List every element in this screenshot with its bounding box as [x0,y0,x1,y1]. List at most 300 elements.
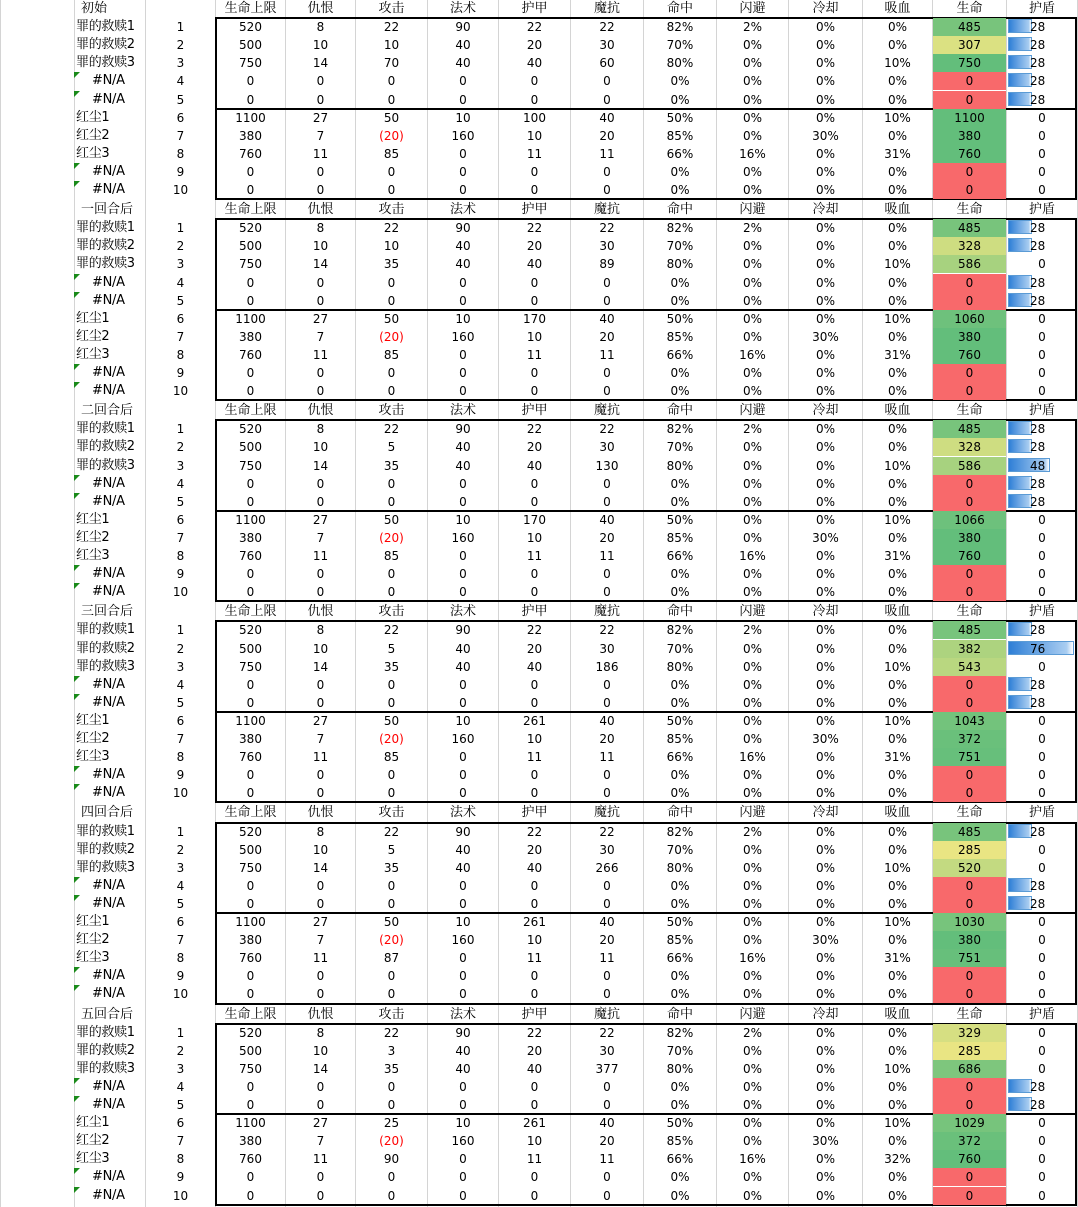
stat-cell-c6[interactable]: 85% [666,1134,694,1149]
stat-cell-c9[interactable]: 0% [887,1098,908,1112]
stat-cell-c3[interactable]: 10 [455,713,471,728]
stat-cell-c11[interactable] [1007,640,1077,658]
stat-cell-c1[interactable]: 0 [316,1079,325,1094]
stat-cell-c10[interactable]: 485 [933,420,1006,438]
stat-cell-c10[interactable]: 328 [933,237,1006,255]
stat-cell-c8[interactable]: 0% [815,458,836,473]
stat-cell-c11[interactable]: 0 [1038,329,1046,344]
column-header-c7[interactable]: 闪避 [739,805,766,821]
column-header-c1[interactable]: 仇恨 [307,1006,334,1022]
stat-cell-c10[interactable]: 586 [933,255,1006,273]
stat-cell-c10[interactable]: 586 [933,457,1006,475]
unit-name-cell[interactable]: #N/A [92,475,125,491]
stat-cell-c3[interactable]: 0 [459,74,467,89]
stat-cell-c8[interactable]: 0% [815,1098,836,1112]
unit-name-cell[interactable]: 罪的救赎3 [76,658,135,674]
stat-cell-c11[interactable]: 0 [1038,1170,1046,1185]
unit-index-cell[interactable]: 9 [176,366,185,380]
stat-cell-c0[interactable]: 0 [246,92,255,107]
stat-cell-c8[interactable]: 0% [815,860,836,875]
stat-cell-c8[interactable]: 0% [815,987,836,1002]
stat-cell-c10[interactable]: 0 [933,1096,1006,1114]
stat-cell-c7[interactable]: 2% [742,623,763,638]
stat-cell-c8[interactable]: 0% [815,476,836,491]
stat-cell-c10[interactable]: 0 [933,583,1006,601]
stat-cell-c6[interactable]: 82% [666,422,694,437]
stat-cell-c6[interactable]: 70% [666,239,694,254]
stat-cell-c1[interactable]: 0 [316,1188,325,1203]
stat-cell-c10[interactable]: 285 [933,841,1006,859]
stat-cell-c7[interactable]: 0% [742,384,763,399]
column-header-c0[interactable]: 生命上限 [224,1,277,16]
stat-cell-c9[interactable]: 0% [887,969,908,984]
stat-cell-c7[interactable]: 0% [742,732,763,746]
stat-cell-c5[interactable]: 0 [603,878,611,893]
stat-cell-c1[interactable]: 14 [312,860,329,875]
stat-cell-c3[interactable]: 40 [455,842,471,857]
stat-cell-c0[interactable]: 500 [239,38,262,53]
unit-index-cell[interactable]: 7 [176,1134,185,1149]
stat-cell-c0[interactable]: 500 [239,440,262,455]
stat-cell-c0[interactable]: 520 [239,623,262,638]
stat-cell-c3[interactable]: 0 [459,969,467,984]
unit-index-cell[interactable]: 7 [176,128,185,143]
stat-cell-c6[interactable]: 85% [666,933,694,948]
unit-index-cell[interactable]: 5 [176,494,185,509]
unit-index-cell[interactable]: 9 [176,1170,185,1185]
stat-cell-c5[interactable]: 0 [603,1079,611,1094]
stat-cell-c5[interactable]: 22 [599,623,615,638]
stat-cell-c4[interactable]: 0 [530,1098,539,1112]
unit-name-cell[interactable]: 红尘1 [76,511,110,527]
stat-cell-c2[interactable]: 0 [387,896,396,911]
unit-index-cell[interactable]: 10 [172,384,189,399]
stat-cell-c3[interactable]: 90 [455,623,471,638]
stat-cell-c6[interactable]: 82% [666,1025,694,1040]
stat-cell-c3[interactable]: 0 [459,1188,467,1203]
stat-cell-c6[interactable]: 85% [666,329,694,344]
stat-cell-c4[interactable]: 0 [530,476,539,491]
stat-cell-c5[interactable]: 11 [599,347,615,362]
column-header-c7[interactable]: 闪避 [739,403,766,419]
stat-cell-c10[interactable]: 0 [933,72,1006,90]
stat-cell-c0[interactable]: 0 [246,384,255,399]
stat-cell-c5[interactable]: 11 [599,750,615,765]
stat-cell-c2[interactable]: 0 [387,567,396,582]
column-header-c6[interactable]: 命中 [666,202,693,218]
stat-cell-c4[interactable]: 22 [526,20,543,35]
stat-cell-c7[interactable]: 0% [742,329,763,344]
stat-cell-c4[interactable]: 0 [530,74,539,89]
stat-cell-c10[interactable]: 0 [933,1187,1006,1205]
unit-index-cell[interactable]: 8 [176,347,185,362]
unit-index-cell[interactable]: 10 [172,786,189,801]
stat-cell-c7[interactable]: 0% [742,74,763,89]
stat-cell-c3[interactable]: 40 [455,1061,471,1076]
stat-cell-c7[interactable]: 0% [742,183,763,197]
column-header-c6[interactable]: 命中 [666,403,693,419]
stat-cell-c0[interactable]: 0 [246,275,255,290]
stat-cell-c1[interactable]: 0 [316,74,325,89]
stat-cell-c10[interactable]: 0 [933,1078,1006,1096]
stat-cell-c2[interactable]: 5 [387,842,396,857]
stat-cell-c0[interactable]: 500 [239,842,262,857]
stat-cell-c0[interactable]: 0 [246,878,255,893]
unit-name-cell[interactable]: 罪的救赎2 [76,841,135,857]
stat-cell-c3[interactable]: 0 [459,750,467,765]
unit-index-cell[interactable]: 8 [176,146,185,161]
stat-cell-c5[interactable]: 30 [599,641,615,656]
stat-cell-c1[interactable]: 10 [312,641,329,656]
stat-cell-c1[interactable]: 11 [312,347,329,362]
stat-cell-c10[interactable]: 0 [933,985,1006,1003]
unit-index-cell[interactable]: 6 [176,915,185,929]
stat-cell-c6[interactable]: 0% [670,1188,690,1203]
stat-cell-c0[interactable]: 520 [239,1025,262,1040]
stat-cell-c8[interactable]: 0% [815,659,836,674]
stat-cell-c0[interactable]: 380 [239,128,262,143]
column-header-c1[interactable]: 仇恨 [307,1,334,16]
stat-cell-c10[interactable]: 485 [933,18,1006,36]
stat-cell-c7[interactable]: 0% [742,878,763,893]
column-header-c10[interactable]: 生命 [956,1,983,16]
unit-name-cell[interactable]: 红尘1 [76,712,110,728]
column-header-c6[interactable]: 命中 [666,805,693,821]
stat-cell-c4[interactable]: 0 [530,164,539,179]
column-header-c3[interactable]: 法术 [449,1,476,16]
stat-cell-c4[interactable]: 0 [530,567,539,582]
stat-cell-c0[interactable]: 760 [239,549,262,563]
stat-cell-c8[interactable]: 0% [815,384,836,399]
unit-name-cell[interactable]: 红尘1 [76,914,110,929]
stat-cell-c11[interactable]: 0 [1038,1116,1046,1131]
stat-cell-c8[interactable]: 0% [815,567,836,582]
stat-cell-c8[interactable]: 0% [815,1061,836,1076]
unit-index-cell[interactable]: 2 [176,1043,185,1058]
stat-cell-c11[interactable] [1007,438,1077,456]
unit-name-cell[interactable]: 红尘2 [76,731,110,746]
stat-cell-c5[interactable]: 0 [603,183,611,197]
stat-cell-c9[interactable]: 10% [884,915,911,929]
stat-cell-c6[interactable]: 0% [670,695,690,710]
stat-cell-c2[interactable]: 35 [383,458,400,473]
column-header-c1[interactable]: 仇恨 [307,403,334,419]
unit-name-cell[interactable]: 红尘2 [76,529,110,545]
stat-cell-c3[interactable]: 0 [459,896,467,911]
stat-cell-c10[interactable]: 485 [933,621,1006,639]
unit-name-cell[interactable]: 红尘1 [76,1115,110,1131]
stat-cell-c3[interactable]: 0 [459,1152,467,1167]
unit-name-cell[interactable]: 罪的救赎2 [76,640,135,656]
stat-cell-c3[interactable]: 160 [451,530,475,545]
stat-cell-c11[interactable] [1007,621,1077,639]
section-title[interactable]: 二回合后 [81,403,134,419]
stat-cell-c1[interactable]: 14 [312,458,329,473]
stat-cell-c5[interactable]: 0 [603,476,611,491]
unit-index-cell[interactable]: 8 [176,951,185,966]
stat-cell-c3[interactable]: 0 [459,951,467,966]
stat-cell-c4[interactable]: 11 [526,750,543,765]
unit-index-cell[interactable]: 9 [176,969,185,984]
stat-cell-c4[interactable]: 261 [523,1116,546,1131]
stat-cell-c6[interactable]: 82% [666,20,694,35]
unit-index-cell[interactable]: 2 [176,38,185,53]
stat-cell-c5[interactable]: 60 [599,56,615,71]
stat-cell-c5[interactable]: 40 [599,1116,615,1131]
stat-cell-c10[interactable]: 520 [933,859,1006,877]
stat-cell-c1[interactable]: 0 [316,969,325,984]
stat-cell-c6[interactable]: 66% [666,146,694,161]
stat-cell-c10[interactable]: 0 [933,292,1006,310]
column-header-c9[interactable]: 吸血 [884,805,911,821]
stat-cell-c6[interactable]: 0% [670,585,690,600]
unit-name-cell[interactable]: #N/A [92,73,125,89]
stat-cell-c9[interactable]: 0% [887,585,908,600]
column-header-c2[interactable]: 攻击 [378,604,405,620]
stat-cell-c5[interactable]: 0 [603,585,611,600]
stat-cell-c3[interactable]: 0 [459,275,467,290]
stat-cell-c9[interactable]: 0% [887,878,908,893]
stat-cell-c9[interactable]: 0% [887,1134,908,1149]
stat-cell-c0[interactable]: 0 [246,1079,255,1094]
stat-cell-c0[interactable]: 750 [239,659,262,674]
stat-cell-c8[interactable]: 0% [815,1116,836,1131]
column-header-c8[interactable]: 冷却 [812,1,839,16]
stat-cell-c11[interactable] [1007,823,1077,841]
stat-cell-c5[interactable]: 11 [599,1152,615,1167]
stat-cell-c7[interactable]: 0% [742,311,763,326]
stat-cell-c5[interactable]: 30 [599,239,615,254]
stat-cell-c1[interactable]: 7 [316,933,325,948]
stat-cell-c5[interactable]: 0 [603,896,611,911]
stat-cell-c8[interactable]: 0% [815,623,836,638]
column-header-c10[interactable]: 生命 [956,403,983,419]
stat-cell-c9[interactable]: 0% [887,92,908,107]
stat-cell-c3[interactable]: 0 [459,1170,467,1185]
stat-cell-c3[interactable]: 0 [459,476,467,491]
stat-cell-c1[interactable]: 11 [312,1152,329,1167]
unit-name-cell[interactable]: 罪的救赎1 [76,622,135,638]
stat-cell-c6[interactable]: 80% [666,56,694,71]
column-header-c0[interactable]: 生命上限 [224,403,277,419]
stat-cell-c2[interactable]: 0 [387,74,396,89]
column-header-c6[interactable]: 命中 [666,1,693,16]
stat-cell-c2[interactable]: 0 [387,366,396,380]
stat-cell-c7[interactable]: 0% [742,641,763,656]
stat-cell-c10[interactable]: 1043 [933,712,1006,730]
stat-cell-c6[interactable]: 66% [666,750,694,765]
stat-cell-c7[interactable]: 0% [742,1043,763,1058]
stat-cell-c8[interactable]: 30% [812,530,839,545]
stat-cell-c1[interactable]: 0 [316,567,325,582]
stat-cell-c8[interactable]: 0% [815,768,836,783]
stat-cell-c8[interactable]: 0% [815,896,836,911]
column-header-c1[interactable]: 仇恨 [307,202,334,218]
column-header-c8[interactable]: 冷却 [812,403,839,419]
stat-cell-c9[interactable]: 10% [884,512,911,527]
column-header-c10[interactable]: 生命 [956,805,983,821]
stat-cell-c9[interactable]: 0% [887,440,908,455]
stat-cell-c4[interactable]: 0 [530,878,539,893]
stat-cell-c3[interactable]: 10 [455,512,471,527]
unit-index-cell[interactable]: 3 [176,1061,185,1076]
stat-cell-c9[interactable]: 0% [887,38,908,53]
stat-cell-c8[interactable]: 0% [815,915,836,929]
stat-cell-c5[interactable]: 0 [603,494,611,509]
stat-cell-c7[interactable]: 16% [739,549,766,563]
stat-cell-c9[interactable]: 10% [884,1116,911,1131]
stat-cell-c6[interactable]: 0% [670,896,690,911]
stat-cell-c11[interactable] [1007,676,1077,694]
stat-cell-c6[interactable]: 50% [666,512,694,527]
stat-cell-c7[interactable]: 0% [742,933,763,948]
stat-cell-c3[interactable]: 0 [459,183,467,197]
stat-cell-c2[interactable]: 50 [383,311,400,326]
unit-index-cell[interactable]: 4 [176,1079,185,1094]
stat-cell-c7[interactable]: 0% [742,476,763,491]
stat-cell-c3[interactable]: 160 [451,1134,475,1149]
stat-cell-c3[interactable]: 40 [455,659,471,674]
stat-cell-c8[interactable]: 0% [815,1152,836,1167]
stat-cell-c9[interactable]: 0% [887,221,908,236]
stat-cell-c0[interactable]: 380 [239,933,262,948]
stat-cell-c7[interactable]: 0% [742,164,763,179]
stat-cell-c5[interactable]: 0 [603,1170,611,1185]
column-header-c3[interactable]: 法术 [449,604,476,620]
unit-index-cell[interactable]: 8 [176,1152,185,1167]
stat-cell-c9[interactable]: 0% [887,1043,908,1058]
stat-cell-c5[interactable]: 40 [599,713,615,728]
stat-cell-c2[interactable]: 0 [387,476,396,491]
stat-cell-c3[interactable]: 40 [455,641,471,656]
stat-cell-c8[interactable]: 0% [815,549,836,563]
stat-cell-c3[interactable]: 160 [451,732,475,746]
unit-index-cell[interactable]: 3 [176,56,185,71]
stat-cell-c10[interactable]: 380 [933,127,1006,145]
stat-cell-c4[interactable]: 11 [526,146,543,161]
stat-cell-c0[interactable]: 0 [246,585,255,600]
unit-name-cell[interactable]: 红尘3 [76,346,110,362]
stat-cell-c9[interactable]: 0% [887,732,908,746]
column-header-c5[interactable]: 魔抗 [593,403,620,419]
column-header-c5[interactable]: 魔抗 [593,1006,620,1022]
stat-cell-c7[interactable]: 0% [742,1134,763,1149]
stat-cell-c7[interactable]: 16% [739,951,766,966]
stat-cell-c4[interactable]: 261 [523,713,546,728]
stat-cell-c1[interactable]: 8 [316,623,325,638]
stat-cell-c8[interactable]: 0% [815,713,836,728]
stat-cell-c5[interactable]: 22 [599,824,615,839]
stat-cell-c5[interactable]: 0 [603,567,611,582]
stat-cell-c5[interactable]: 0 [603,384,611,399]
stat-cell-c1[interactable]: 0 [316,987,325,1002]
unit-index-cell[interactable]: 3 [176,860,185,875]
stat-cell-c0[interactable]: 750 [239,1061,262,1076]
stat-cell-c2[interactable]: 3 [387,1043,396,1058]
stat-cell-c7[interactable]: 0% [742,257,763,272]
stat-cell-c6[interactable]: 0% [670,293,690,308]
unit-name-cell[interactable]: #N/A [92,91,125,107]
unit-index-cell[interactable]: 1 [176,623,185,638]
column-header-c1[interactable]: 仇恨 [307,604,334,620]
stat-cell-c8[interactable]: 0% [815,293,836,308]
stat-cell-c8[interactable]: 0% [815,677,836,692]
stat-cell-c4[interactable]: 10 [526,732,543,746]
stat-cell-c4[interactable]: 20 [526,38,543,53]
stat-cell-c11[interactable]: 0 [1038,567,1046,582]
stat-cell-c0[interactable]: 0 [246,293,255,308]
stat-cell-c8[interactable]: 30% [812,128,839,143]
unit-name-cell[interactable]: 红尘3 [76,950,110,966]
stat-cell-c5[interactable]: 30 [599,440,615,455]
stat-cell-c5[interactable]: 22 [599,221,615,236]
column-header-c0[interactable]: 生命上限 [224,202,277,218]
unit-index-cell[interactable]: 10 [172,183,189,197]
unit-name-cell[interactable]: #N/A [92,895,125,911]
stat-cell-c3[interactable]: 0 [459,384,467,399]
stat-cell-c0[interactable]: 520 [239,824,262,839]
stat-cell-c7[interactable]: 0% [742,440,763,455]
stat-cell-c8[interactable]: 0% [815,440,836,455]
unit-index-cell[interactable]: 1 [176,422,185,437]
stat-cell-c4[interactable]: 0 [530,695,539,710]
unit-index-cell[interactable]: 10 [172,987,189,1002]
stat-cell-c7[interactable]: 0% [742,494,763,509]
stat-cell-c9[interactable]: 0% [887,164,908,179]
stat-cell-c11[interactable]: 0 [1038,128,1046,143]
stat-cell-c6[interactable]: 80% [666,257,694,272]
stat-cell-c5[interactable]: 0 [603,92,611,107]
stat-cell-c4[interactable]: 10 [526,933,543,948]
unit-index-cell[interactable]: 9 [176,567,185,582]
stat-cell-c11[interactable]: 0 [1038,257,1046,272]
stat-cell-c11[interactable] [1007,237,1077,255]
stat-cell-c10[interactable]: 0 [933,895,1006,913]
stat-cell-c10[interactable]: 485 [933,823,1006,841]
stat-cell-c2[interactable]: 87 [383,951,400,966]
stat-cell-c1[interactable]: 27 [312,512,329,527]
stat-cell-c8[interactable]: 0% [815,275,836,290]
unit-name-cell[interactable]: 罪的救赎1 [76,220,135,236]
stat-cell-c9[interactable]: 0% [887,824,908,839]
stat-cell-c7[interactable]: 0% [742,659,763,674]
stat-cell-c7[interactable]: 2% [742,824,763,839]
stat-cell-c2[interactable]: 0 [387,293,396,308]
column-header-c2[interactable]: 攻击 [378,805,405,821]
stat-cell-c0[interactable]: 0 [246,896,255,911]
stat-cell-c4[interactable]: 20 [526,239,543,254]
column-header-c9[interactable]: 吸血 [884,403,911,419]
unit-index-cell[interactable]: 1 [176,20,185,35]
stat-cell-c2[interactable]: (20) [379,128,404,143]
stat-cell-c10[interactable]: 1066 [933,511,1006,529]
stat-cell-c6[interactable]: 0% [670,74,690,89]
stat-cell-c6[interactable]: 82% [666,824,694,839]
stat-cell-c11[interactable]: 0 [1038,110,1046,125]
stat-cell-c3[interactable]: 0 [459,164,467,179]
stat-cell-c8[interactable]: 0% [815,422,836,437]
stat-cell-c1[interactable]: 8 [316,221,325,236]
stat-cell-c9[interactable]: 0% [887,384,908,399]
stat-cell-c4[interactable]: 11 [526,1152,543,1167]
unit-name-cell[interactable]: #N/A [92,968,125,984]
stat-cell-c3[interactable]: 40 [455,56,471,71]
stat-cell-c11[interactable]: 0 [1038,768,1046,783]
stat-cell-c4[interactable]: 10 [526,530,543,545]
stat-cell-c6[interactable]: 0% [670,768,690,783]
stat-cell-c8[interactable]: 0% [815,221,836,236]
stat-cell-c2[interactable]: (20) [379,732,404,746]
